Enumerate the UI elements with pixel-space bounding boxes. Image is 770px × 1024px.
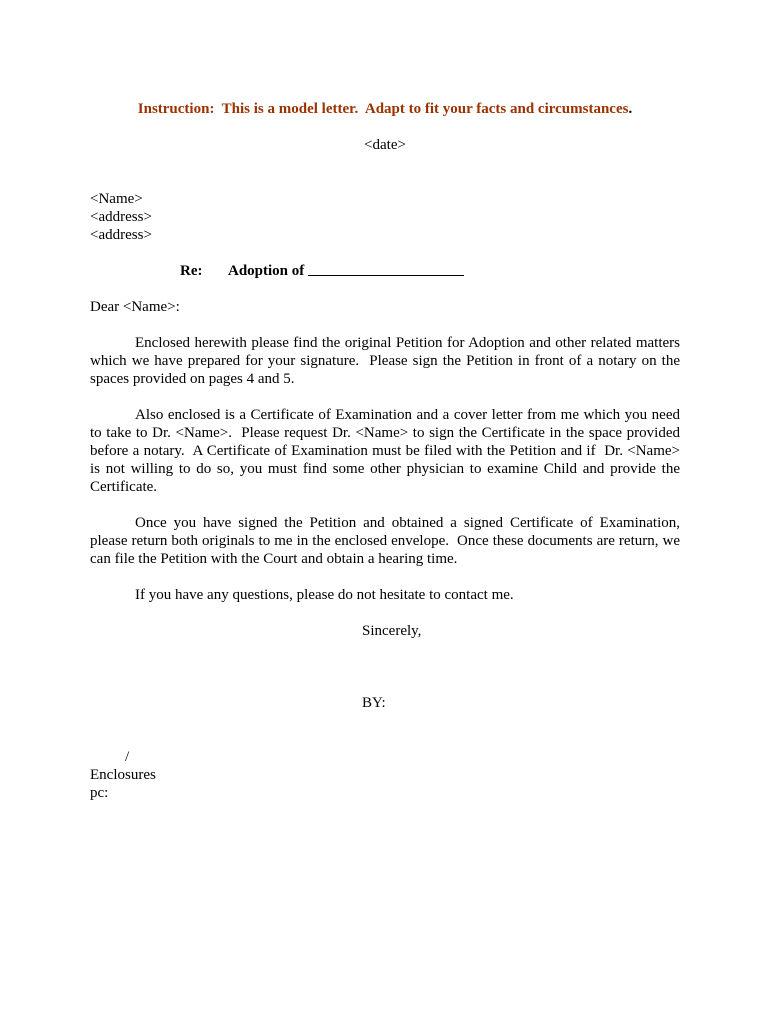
paragraph-4: If you have any questions, please do not hesitate to contact me. <box>135 587 514 603</box>
recipient-name: <Name> <box>90 191 143 207</box>
paragraph-1: Enclosed herewith please find the original Petition for Adoption and other related matters which we have prepared for your signature. Please sign the Petition in front of a notary on the spaces provided on pages 4 and 5. <box>90 335 680 387</box>
salutation: Dear <Name>: <box>90 299 180 315</box>
recipient-address-2: <address> <box>90 227 152 243</box>
blank-underline <box>308 272 464 276</box>
pc-label: pc: <box>90 785 109 801</box>
closing-sincerely: Sincerely, <box>362 623 422 639</box>
instruction-period: . <box>628 101 633 117</box>
enclosures-label: Enclosures <box>90 767 156 783</box>
recipient-address-block <box>90 190 680 244</box>
subject-line <box>180 262 680 280</box>
subject-text: Adoption of <box>228 263 305 279</box>
recipient-address-1: <address> <box>90 209 152 225</box>
initials-slash: / <box>125 749 130 765</box>
instruction-text: Instruction: This is a model letter. Adapt to fit your facts and circumstances <box>137 101 629 117</box>
instruction-line <box>90 100 680 118</box>
paragraph-3: Once you have signed the Petition and obtained a signed Certificate of Examination, please return both originals to me in the enclosed envelope. Once these documents are return, we can file the Petition with the Court and obtain a hearing time. <box>90 515 680 567</box>
closing-by-label: BY: <box>362 695 386 711</box>
paragraph-2: Also enclosed is a Certificate of Examination and a cover letter from me which you need to take to Dr. <Name>. Please request Dr. <Name> to sign the Certificate in the space provided before a notary. A Certificate of Examination must be filed with the Petition and if Dr. <Name> is not willing to do so, you must find some other physician to examine Child and provide the Certificate. <box>90 407 680 495</box>
re-label: Re: <box>180 263 203 279</box>
date-placeholder: <date> <box>364 137 406 153</box>
